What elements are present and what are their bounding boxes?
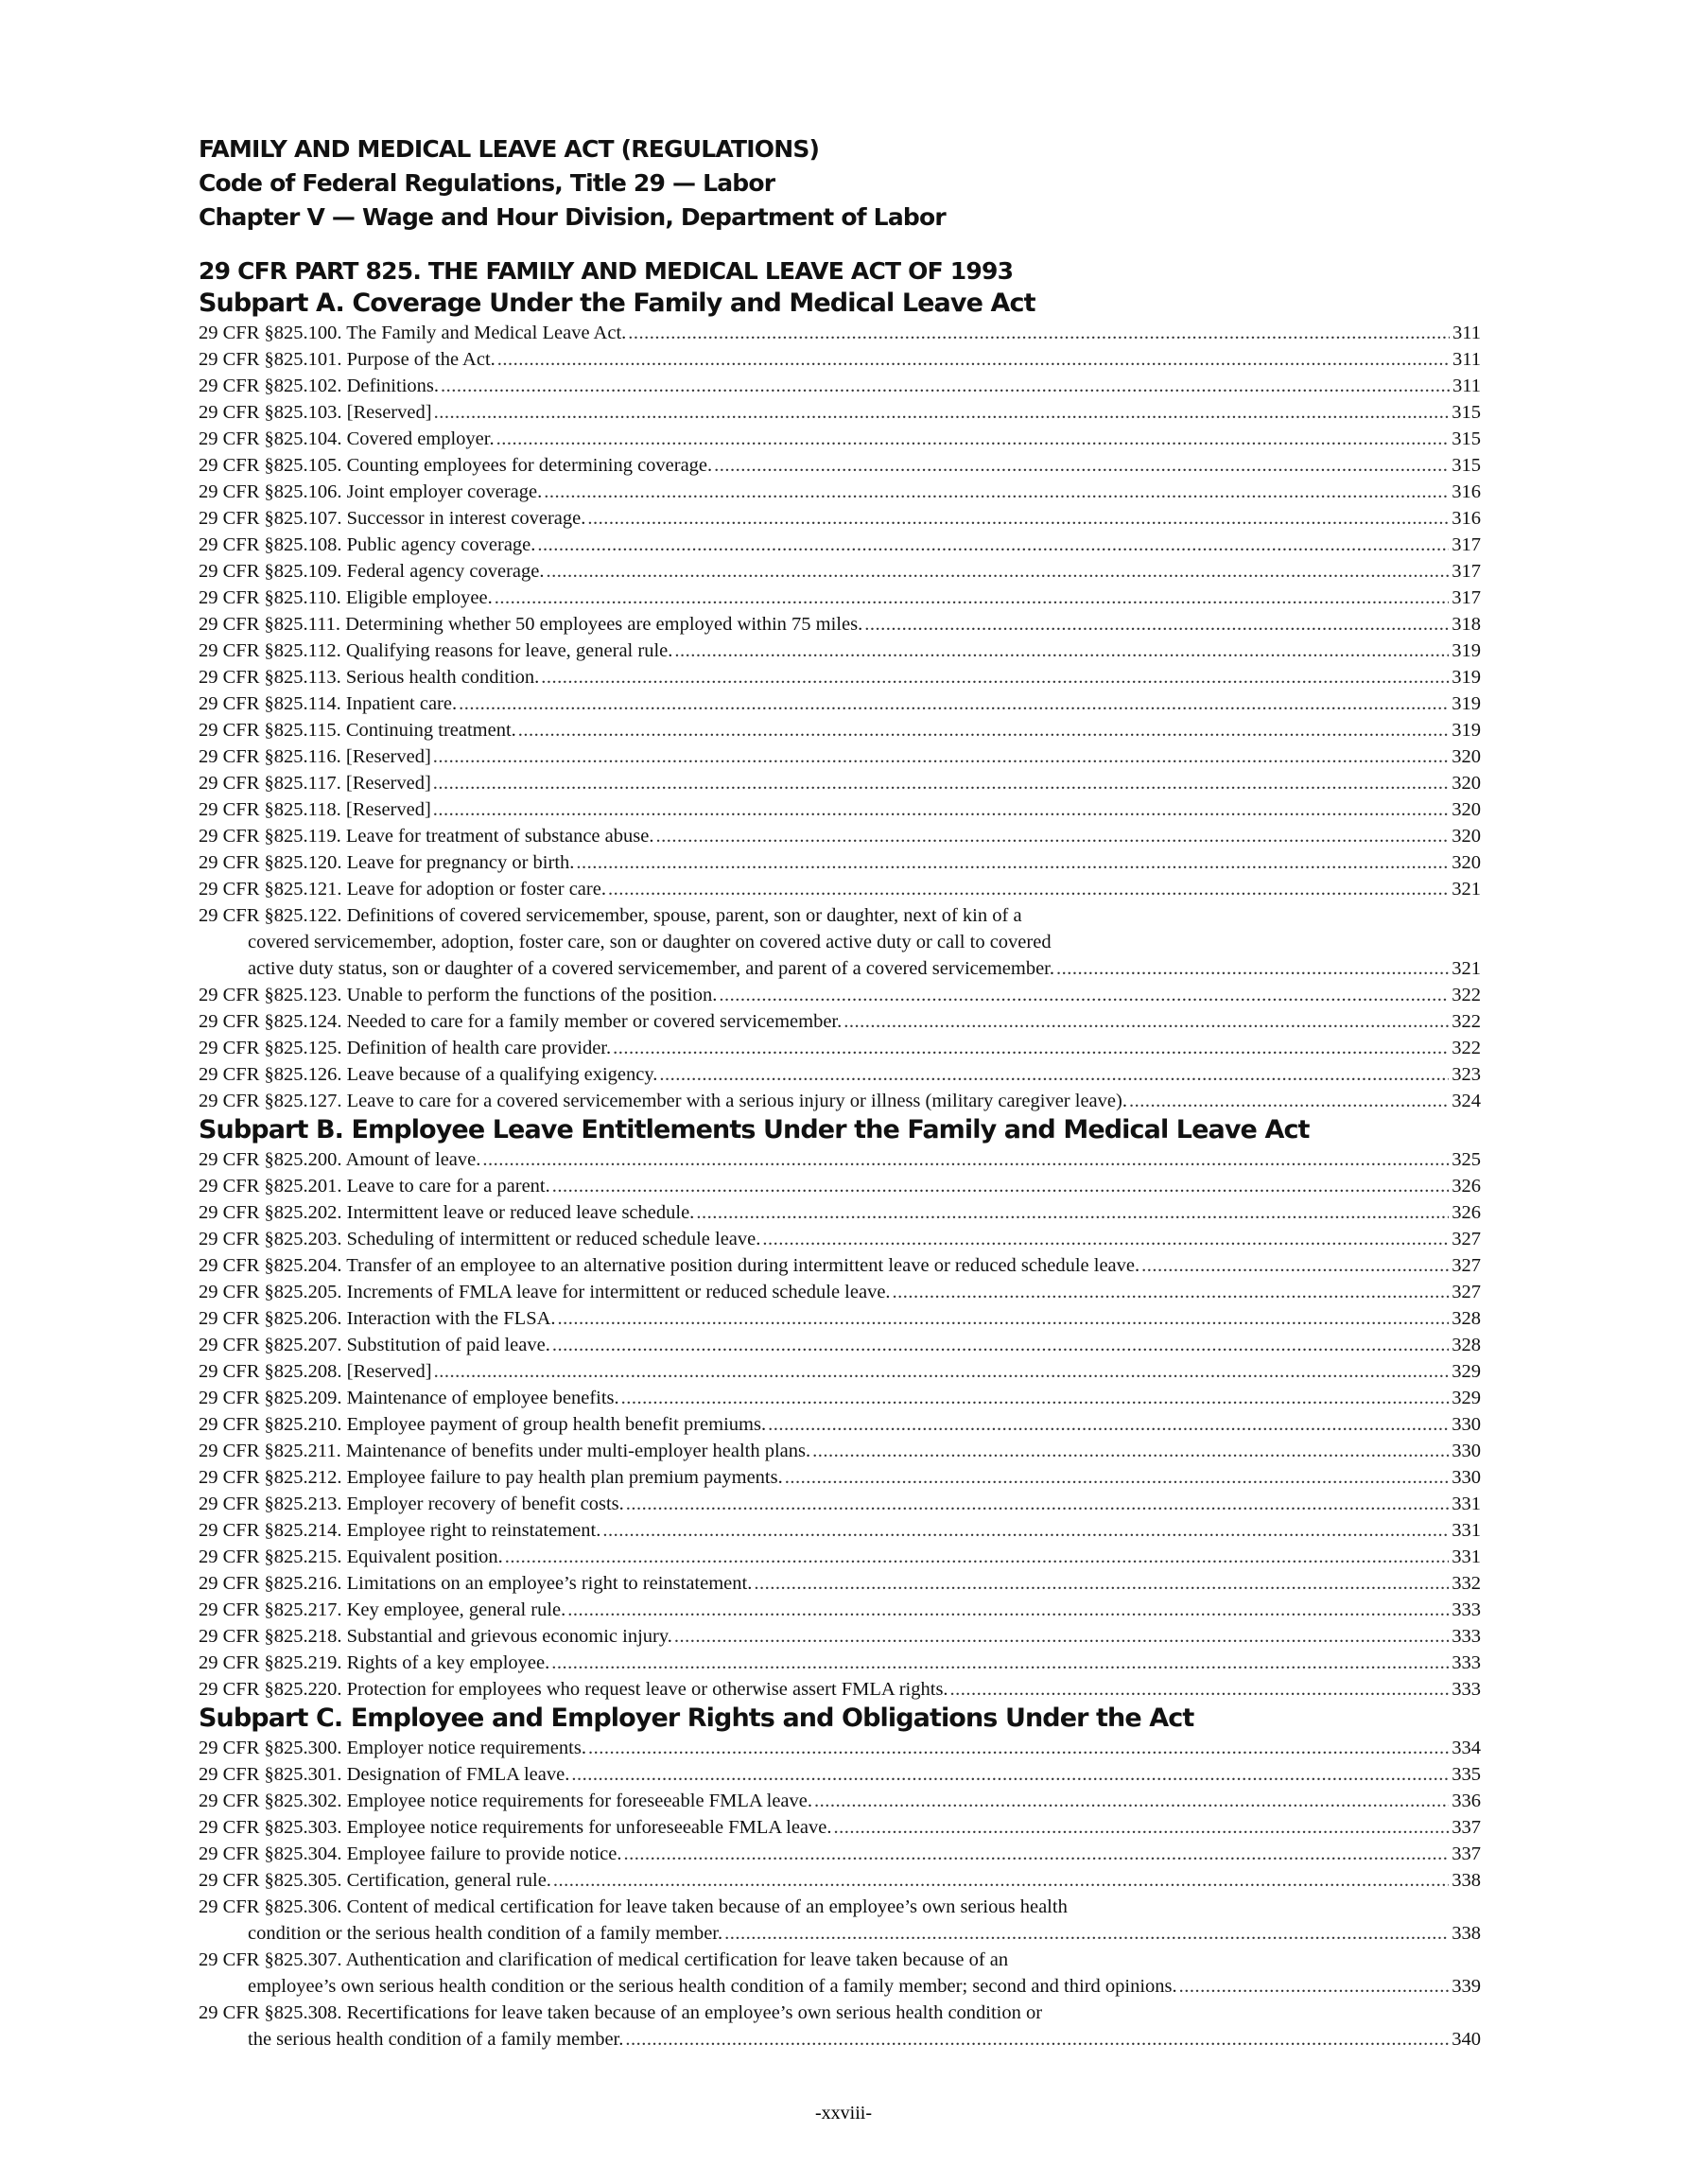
- toc-entry-text: 29 CFR §825.205. Increments of FMLA leave for intermittent or reduced schedule leave.: [199, 1282, 891, 1302]
- toc-entry[interactable]: [199, 1411, 1481, 1438]
- dot-leader: [834, 1814, 1450, 1841]
- toc-page-number: 339: [1452, 1976, 1481, 1997]
- toc-entry[interactable]: [199, 664, 1481, 690]
- toc-page-number: 311: [1452, 323, 1481, 343]
- toc-entry-text: active duty status, son or daughter of a covered servicemember, and parent of a covered servicemember.: [248, 958, 1054, 979]
- table-of-contents: [199, 288, 1481, 2053]
- toc-page-number: 319: [1452, 640, 1481, 661]
- subpart-heading: Subpart C. Employee and Employer Rights and Obligations Under the Act: [199, 1704, 1194, 1733]
- toc-entry-text: 29 CFR §825.120. Leave for pregnancy or birth.: [199, 852, 575, 873]
- toc-entry-text: 29 CFR §825.108. Public agency coverage.: [199, 534, 536, 555]
- toc-page-number: 333: [1452, 1652, 1481, 1673]
- toc-entry[interactable]: [199, 1332, 1481, 1358]
- toc-entry[interactable]: [199, 1199, 1481, 1226]
- toc-entry-text: 29 CFR §825.126. Leave because of a qualifying exigency.: [199, 1064, 658, 1085]
- toc-page-number: 321: [1452, 879, 1481, 900]
- toc-entry-text: 29 CFR §825.303. Employee notice requirements for unforeseeable FMLA leave.: [199, 1817, 832, 1838]
- toc-page-number: 324: [1452, 1091, 1481, 1111]
- toc-entry[interactable]: [199, 1146, 1481, 1173]
- toc-entry-text: 29 CFR §825.117. [Reserved]: [199, 773, 431, 794]
- dot-leader: [674, 1623, 1449, 1650]
- toc-entry-text: 29 CFR §825.213. Employer recovery of benefit costs.: [199, 1494, 624, 1514]
- toc-entry-text: 29 CFR §825.203. Scheduling of intermittent or reduced schedule leave.: [199, 1229, 761, 1249]
- toc-page-number: 322: [1452, 1038, 1481, 1058]
- toc-entry[interactable]: [199, 1814, 1481, 1841]
- toc-entry[interactable]: [199, 611, 1481, 638]
- dot-leader: [1056, 955, 1449, 982]
- toc-entry-text: 29 CFR §825.215. Equivalent position.: [199, 1546, 503, 1567]
- toc-entry[interactable]: [199, 1867, 1481, 1894]
- toc-entry-text: condition or the serious health condition of a family member.: [248, 1923, 723, 1944]
- toc-entry-text: 29 CFR §825.111. Determining whether 50 employees are employed within 75 miles.: [199, 614, 863, 635]
- dot-leader: [495, 585, 1450, 611]
- dot-leader: [547, 558, 1450, 585]
- toc-entry-text: 29 CFR §825.113. Serious health condition.: [199, 667, 540, 688]
- toc-page-number: 334: [1452, 1738, 1481, 1758]
- toc-entry[interactable]: [199, 1226, 1481, 1252]
- toc-entry[interactable]: [199, 426, 1481, 452]
- toc-entry-text: 29 CFR §825.206. Interaction with the FLSA.: [199, 1308, 556, 1329]
- toc-entry-text: 29 CFR §825.306. Content of medical certification for leave taken because of an employee’s own serious health: [199, 1896, 1068, 1917]
- toc-entry[interactable]: [199, 346, 1481, 373]
- dot-leader: [434, 399, 1450, 426]
- toc-page-number: 319: [1452, 667, 1481, 688]
- toc-list: [199, 1735, 1481, 2053]
- dot-leader: [433, 770, 1449, 796]
- toc-page-number: 315: [1452, 455, 1481, 476]
- toc-page-number: 337: [1452, 1843, 1481, 1864]
- toc-entry-text: 29 CFR §825.204. Transfer of an employee to an alternative position during intermittent leave or reduced schedule leave.: [199, 1255, 1140, 1276]
- dot-leader: [724, 1920, 1449, 1947]
- toc-entry-text: 29 CFR §825.308. Recertifications for leave taken because of an employee’s own serious health condition or: [199, 2002, 1043, 2023]
- dot-leader: [893, 1279, 1450, 1305]
- toc-entry-text: 29 CFR §825.125. Definition of health care provider.: [199, 1038, 612, 1058]
- toc-entry[interactable]: [199, 717, 1481, 743]
- toc-page-number: 318: [1452, 614, 1481, 635]
- toc-entry-text: 29 CFR §825.214. Employee right to reinstatement.: [199, 1520, 601, 1541]
- toc-entry-text: 29 CFR §825.109. Federal agency coverage.: [199, 561, 545, 582]
- document-title: FAMILY AND MEDICAL LEAVE ACT (REGULATIONS): [199, 135, 820, 163]
- dot-leader: [754, 1570, 1449, 1597]
- toc-page-number: 338: [1452, 1923, 1481, 1944]
- toc-entry-text: 29 CFR §825.114. Inpatient care.: [199, 693, 458, 714]
- toc-entry[interactable]: [199, 1650, 1481, 1676]
- toc-entry[interactable]: [199, 1035, 1481, 1061]
- toc-entry[interactable]: [199, 1676, 1481, 1703]
- dot-leader: [608, 876, 1449, 902]
- toc-entry-text: 29 CFR §825.211. Maintenance of benefits under multi-employer health plans.: [199, 1441, 811, 1461]
- toc-entry-text: 29 CFR §825.103. [Reserved]: [199, 402, 432, 423]
- dot-leader: [441, 373, 1450, 399]
- toc-entry-text: 29 CFR §825.212. Employee failure to pay health plan premium payments.: [199, 1467, 783, 1488]
- toc-list: [199, 320, 1481, 1114]
- toc-entry-text: 29 CFR §825.106. Joint employer coverage.: [199, 481, 543, 502]
- dot-leader: [1129, 1088, 1449, 1114]
- dot-leader: [552, 1173, 1450, 1199]
- toc-entry-text: covered servicemember, adoption, foster care, son or daughter on covered active duty or call to covered: [248, 932, 1052, 952]
- toc-entry[interactable]: [199, 1438, 1481, 1464]
- toc-entry-text: 29 CFR §825.127. Leave to care for a covered servicemember with a serious injury or illness (military caregiver leave).: [199, 1091, 1127, 1111]
- dot-leader: [482, 1146, 1449, 1173]
- toc-entry-text: 29 CFR §825.118. [Reserved]: [199, 799, 431, 820]
- dot-leader: [434, 1358, 1450, 1385]
- toc-page-number: 326: [1452, 1202, 1481, 1223]
- toc-entry[interactable]: [199, 1173, 1481, 1199]
- toc-entry[interactable]: [199, 585, 1481, 611]
- toc-page-number: 335: [1452, 1764, 1481, 1785]
- toc-entry-text: 29 CFR §825.102. Definitions.: [199, 376, 439, 396]
- toc-page-number: 311: [1452, 349, 1481, 370]
- toc-entry[interactable]: [199, 532, 1481, 558]
- toc-page-number: 320: [1452, 746, 1481, 767]
- toc-entry[interactable]: [199, 373, 1481, 399]
- dot-leader: [551, 1650, 1449, 1676]
- toc-entry-text: 29 CFR §825.207. Substitution of paid leave.: [199, 1335, 550, 1355]
- toc-entry[interactable]: [199, 638, 1481, 664]
- toc-entry[interactable]: [199, 1894, 1481, 1947]
- toc-entry-text: 29 CFR §825.301. Designation of FMLA leave.: [199, 1764, 570, 1785]
- dot-leader: [659, 1061, 1449, 1088]
- toc-entry-text: 29 CFR §825.300. Employer notice requirements.: [199, 1738, 586, 1758]
- toc-entry[interactable]: [199, 1061, 1481, 1088]
- toc-page-number: 327: [1452, 1229, 1481, 1249]
- toc-entry-text: 29 CFR §825.304. Employee failure to provide notice.: [199, 1843, 622, 1864]
- dot-leader: [459, 690, 1449, 717]
- dot-leader: [625, 2026, 1449, 2053]
- toc-entry[interactable]: [199, 849, 1481, 876]
- dot-leader: [588, 1735, 1449, 1761]
- toc-entry-text: 29 CFR §825.217. Key employee, general rule.: [199, 1599, 566, 1620]
- toc-entry-text: 29 CFR §825.123. Unable to perform the functions of the position.: [199, 985, 718, 1005]
- toc-page-number: 330: [1452, 1441, 1481, 1461]
- toc-entry-text: 29 CFR §825.124. Needed to care for a family member or covered servicemember.: [199, 1011, 843, 1032]
- toc-entry[interactable]: [199, 1008, 1481, 1035]
- toc-page-number: 338: [1452, 1870, 1481, 1891]
- toc-entry[interactable]: [199, 982, 1481, 1008]
- toc-entry-text: employee’s own serious health condition or the serious health condition of a family member; second and third opinions.: [248, 1976, 1177, 1997]
- toc-entry-text: 29 CFR §825.210. Employee payment of group health benefit premiums.: [199, 1414, 767, 1435]
- toc-entry-text: 29 CFR §825.115. Continuing treatment.: [199, 720, 516, 741]
- toc-page-number: 333: [1452, 1599, 1481, 1620]
- toc-entry-text: 29 CFR §825.218. Substantial and grievous economic injury.: [199, 1626, 672, 1647]
- toc-entry[interactable]: [199, 1735, 1481, 1761]
- toc-page-number: 320: [1452, 826, 1481, 847]
- dot-leader: [762, 1226, 1449, 1252]
- dot-leader: [518, 717, 1449, 743]
- toc-entry-text: 29 CFR §825.116. [Reserved]: [199, 746, 431, 767]
- toc-page-number: 331: [1452, 1546, 1481, 1567]
- toc-entry[interactable]: [199, 1279, 1481, 1305]
- toc-entry[interactable]: [199, 452, 1481, 479]
- toc-entry[interactable]: [199, 2000, 1481, 2053]
- toc-entry-text: 29 CFR §825.112. Qualifying reasons for leave, general rule.: [199, 640, 673, 661]
- toc-entry-text: 29 CFR §825.202. Intermittent leave or reduced leave schedule.: [199, 1202, 695, 1223]
- toc-entry-text: 29 CFR §825.307. Authentication and clarification of medical certification for leave taken because of an: [199, 1949, 1009, 1970]
- toc-page-number: 320: [1452, 773, 1481, 794]
- document-subtitle-chapter: Chapter V — Wage and Hour Division, Department of Labor: [199, 203, 946, 231]
- toc-entry-text: 29 CFR §825.208. [Reserved]: [199, 1361, 432, 1382]
- dot-leader: [628, 320, 1450, 346]
- dot-leader: [624, 1841, 1450, 1867]
- toc-entry[interactable]: [199, 1623, 1481, 1650]
- toc-page-number: 320: [1452, 852, 1481, 873]
- dot-leader: [864, 611, 1449, 638]
- dot-leader: [613, 1035, 1449, 1061]
- dot-leader: [496, 426, 1450, 452]
- toc-page-number: 326: [1452, 1176, 1481, 1197]
- toc-entry-text: 29 CFR §825.219. Rights of a key employee.: [199, 1652, 550, 1673]
- dot-leader: [719, 982, 1449, 1008]
- toc-entry[interactable]: [199, 1544, 1481, 1570]
- toc-page-number: 315: [1452, 402, 1481, 423]
- part-title: 29 CFR PART 825. THE FAMILY AND MEDICAL LEAVE ACT OF 1993: [199, 257, 1014, 285]
- dot-leader: [571, 1761, 1449, 1788]
- toc-page-number: 332: [1452, 1573, 1481, 1594]
- toc-page-number: 321: [1452, 958, 1481, 979]
- dot-leader: [602, 1517, 1449, 1544]
- dot-leader: [812, 1438, 1449, 1464]
- dot-leader: [714, 452, 1449, 479]
- toc-page-number: 322: [1452, 985, 1481, 1005]
- dot-leader: [621, 1385, 1450, 1411]
- document-page: [199, 132, 1481, 2053]
- toc-entry[interactable]: [199, 1788, 1481, 1814]
- toc-entry[interactable]: [199, 690, 1481, 717]
- toc-entry[interactable]: [199, 399, 1481, 426]
- subpart-heading: Subpart B. Employee Leave Entitlements Under the Family and Medical Leave Act: [199, 1115, 1310, 1144]
- toc-entry-text: 29 CFR §825.209. Maintenance of employee benefits.: [199, 1388, 619, 1408]
- toc-entry-text: 29 CFR §825.104. Covered employer.: [199, 428, 495, 449]
- toc-entry[interactable]: [199, 1252, 1481, 1279]
- toc-page-number: 330: [1452, 1414, 1481, 1435]
- toc-entry[interactable]: [199, 320, 1481, 346]
- toc-entry[interactable]: [199, 1464, 1481, 1491]
- page-number: -xxviii-: [815, 2103, 872, 2123]
- toc-entry[interactable]: [199, 902, 1481, 982]
- toc-page-number: 311: [1452, 376, 1481, 396]
- toc-page-number: 320: [1452, 799, 1481, 820]
- toc-page-number: 319: [1452, 720, 1481, 741]
- dot-leader: [433, 796, 1449, 823]
- toc-entry[interactable]: [199, 1491, 1481, 1517]
- toc-page-number: 322: [1452, 1011, 1481, 1032]
- toc-page-number: 333: [1452, 1626, 1481, 1647]
- dot-leader: [814, 1788, 1449, 1814]
- toc-entry[interactable]: [199, 1947, 1481, 2000]
- dot-leader: [587, 505, 1449, 532]
- toc-entry-text: 29 CFR §825.216. Limitations on an employee’s right to reinstatement.: [199, 1573, 753, 1594]
- dot-leader: [1141, 1252, 1449, 1279]
- toc-entry[interactable]: [199, 1761, 1481, 1788]
- dot-leader: [544, 479, 1449, 505]
- toc-entry-text: 29 CFR §825.110. Eligible employee.: [199, 587, 493, 608]
- dot-leader: [433, 743, 1449, 770]
- dot-leader: [950, 1676, 1450, 1703]
- dot-leader: [558, 1305, 1450, 1332]
- toc-entry[interactable]: [199, 1305, 1481, 1332]
- dot-leader: [696, 1199, 1449, 1226]
- toc-entry-text: 29 CFR §825.122. Definitions of covered servicemember, spouse, parent, son or daughter, next of kin of a: [199, 905, 1022, 926]
- toc-entry[interactable]: [199, 505, 1481, 532]
- toc-entry-text: 29 CFR §825.105. Counting employees for determining coverage.: [199, 455, 713, 476]
- dot-leader: [541, 664, 1449, 690]
- toc-page-number: 337: [1452, 1817, 1481, 1838]
- toc-page-number: 319: [1452, 693, 1481, 714]
- dot-leader: [553, 1867, 1449, 1894]
- toc-page-number: 328: [1452, 1335, 1481, 1355]
- toc-page-number: 336: [1452, 1791, 1481, 1811]
- dot-leader: [552, 1332, 1449, 1358]
- toc-entry-text: 29 CFR §825.302. Employee notice requirements for foreseeable FMLA leave.: [199, 1791, 813, 1811]
- toc-page-number: 316: [1452, 481, 1481, 502]
- toc-entry[interactable]: [199, 770, 1481, 796]
- dot-leader: [655, 823, 1449, 849]
- toc-page-number: 328: [1452, 1308, 1481, 1329]
- toc-page-number: 329: [1452, 1388, 1481, 1408]
- dot-leader: [674, 638, 1449, 664]
- dot-leader: [1179, 1973, 1450, 2000]
- toc-page-number: 340: [1452, 2029, 1481, 2050]
- toc-entry[interactable]: [199, 1517, 1481, 1544]
- toc-page-number: 330: [1452, 1467, 1481, 1488]
- toc-page-number: 317: [1452, 561, 1481, 582]
- dot-leader: [785, 1464, 1450, 1491]
- dot-leader: [576, 849, 1449, 876]
- toc-entry[interactable]: [199, 1570, 1481, 1597]
- toc-page-number: 323: [1452, 1064, 1481, 1085]
- dot-leader: [844, 1008, 1449, 1035]
- toc-entry[interactable]: [199, 876, 1481, 902]
- toc-entry[interactable]: [199, 1358, 1481, 1385]
- dot-leader: [626, 1491, 1449, 1517]
- dot-leader: [567, 1597, 1449, 1623]
- toc-entry-text: 29 CFR §825.305. Certification, general rule.: [199, 1870, 551, 1891]
- toc-entry[interactable]: [199, 1841, 1481, 1867]
- toc-entry[interactable]: [199, 1088, 1481, 1114]
- toc-entry-text: 29 CFR §825.201. Leave to care for a parent.: [199, 1176, 550, 1197]
- toc-entry[interactable]: [199, 1385, 1481, 1411]
- toc-page-number: 327: [1452, 1255, 1481, 1276]
- toc-page-number: 333: [1452, 1679, 1481, 1700]
- toc-entry-text: 29 CFR §825.100. The Family and Medical Leave Act.: [199, 323, 627, 343]
- toc-page-number: 325: [1452, 1149, 1481, 1170]
- dot-leader: [505, 1544, 1450, 1570]
- toc-page-number: 315: [1452, 428, 1481, 449]
- dot-leader: [768, 1411, 1449, 1438]
- document-subtitle-cfr: Code of Federal Regulations, Title 29 — Labor: [199, 169, 775, 197]
- toc-entry[interactable]: [199, 558, 1481, 585]
- toc-page-number: 331: [1452, 1520, 1481, 1541]
- toc-entry[interactable]: [199, 479, 1481, 505]
- dot-leader: [537, 532, 1449, 558]
- toc-list: [199, 1146, 1481, 1703]
- toc-entry[interactable]: [199, 1597, 1481, 1623]
- toc-page-number: 327: [1452, 1282, 1481, 1302]
- toc-entry-text: 29 CFR §825.200. Amount of leave.: [199, 1149, 481, 1170]
- toc-entry[interactable]: [199, 743, 1481, 770]
- subpart-heading: Subpart A. Coverage Under the Family and Medical Leave Act: [199, 288, 1035, 318]
- toc-entry-text: the serious health condition of a family member.: [248, 2029, 624, 2050]
- toc-page-number: 331: [1452, 1494, 1481, 1514]
- toc-entry[interactable]: [199, 823, 1481, 849]
- toc-entry-text: 29 CFR §825.119. Leave for treatment of substance abuse.: [199, 826, 654, 847]
- toc-entry[interactable]: [199, 796, 1481, 823]
- toc-entry-text: 29 CFR §825.220. Protection for employees who request leave or otherwise assert FMLA rights.: [199, 1679, 948, 1700]
- dot-leader: [497, 346, 1450, 373]
- toc-page-number: 329: [1452, 1361, 1481, 1382]
- toc-page-number: 317: [1452, 587, 1481, 608]
- toc-entry-text: 29 CFR §825.107. Successor in interest coverage.: [199, 508, 586, 529]
- toc-page-number: 316: [1452, 508, 1481, 529]
- toc-page-number: 317: [1452, 534, 1481, 555]
- toc-entry-text: 29 CFR §825.121. Leave for adoption or foster care.: [199, 879, 606, 900]
- toc-entry-text: 29 CFR §825.101. Purpose of the Act.: [199, 349, 496, 370]
